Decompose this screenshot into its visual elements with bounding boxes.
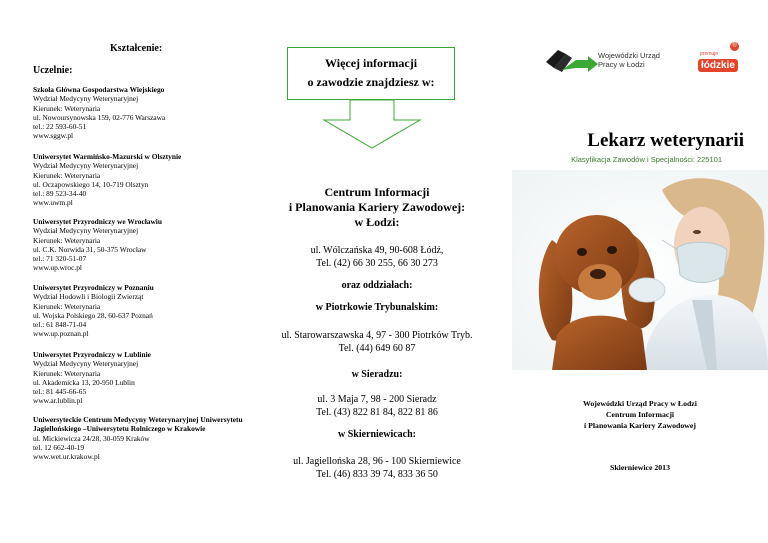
sieradz-heading: w Sieradzu: xyxy=(351,369,403,380)
office-footer-line: Wojewódzki Urząd Pracy w Łodzi xyxy=(583,399,697,408)
phone-line: Tel. (46) 833 39 74, 833 36 50 xyxy=(316,469,438,480)
wup-logo-text xyxy=(598,51,660,69)
university-line: Wydział Medycyny Weterynaryjnej xyxy=(33,226,139,236)
university-name: Szkoła Główna Gospodarstwa Wiejskiego xyxy=(33,85,165,94)
university-line: www.up.wroc.pl xyxy=(33,263,82,273)
university-name: Uniwersytet Przyrodniczy w Poznaniu xyxy=(33,283,154,292)
phone-line: Tel. (43) 822 81 84, 822 81 86 xyxy=(316,407,438,418)
phone-line: Tel. (42) 66 30 255, 66 30 273 xyxy=(316,258,438,269)
university-entry xyxy=(33,85,258,141)
university-line: Wydział Hodowli i Biologii Zwierząt xyxy=(33,292,144,302)
office-footer-line: Centrum Informacji xyxy=(605,410,675,419)
address-line: ul. Jagiellońska 28, 96 - 100 Skierniewice xyxy=(293,456,461,467)
lodzkie-logo: łódzkie xyxy=(698,59,738,72)
more-info-line2: o zawodzie znajdziesz w: xyxy=(307,75,435,89)
down-arrow-icon xyxy=(292,100,452,150)
university-entry xyxy=(33,350,258,406)
university-line: ul. C.K. Norwida 31, 50-375 Wrocław xyxy=(33,244,147,254)
lodzkie-promo-text: promuje xyxy=(700,51,719,57)
university-line: tel.: 61 848-71-04 xyxy=(33,320,87,330)
university-line: ul. Akademicka 13, 20-950 Lublin xyxy=(33,377,135,387)
university-line: Wydział Medycyny Weterynaryjnej xyxy=(33,359,139,369)
education-heading: Kształcenie: xyxy=(110,43,163,54)
university-line: www.up.poznan.pl xyxy=(33,329,89,339)
university-entry xyxy=(33,415,258,461)
address-line: ul. Wólczańska 49, 90-608 Łódź, xyxy=(310,245,444,256)
skierniewice-heading: w Skierniewicach: xyxy=(337,429,417,440)
university-line: tel.: 81 445-66-65 xyxy=(33,387,87,397)
classification-subtitle: Klasyfikacja Zawodów i Specjalności: 225101 xyxy=(571,155,722,164)
education-column xyxy=(30,0,255,543)
universities-heading: Uczelnie: xyxy=(33,65,73,76)
university-line: Wydział Medycyny Weterynaryjnej xyxy=(33,161,139,171)
lodz-address xyxy=(262,244,492,270)
contact-column xyxy=(262,0,512,543)
sieradz-address xyxy=(262,393,492,419)
university-name: Uniwersytet Warmińsko-Mazurski w Olsztynie xyxy=(33,152,182,161)
lodzkie-badge-icon: ® xyxy=(730,42,739,51)
phone-line: Tel. (44) 649 60 87 xyxy=(338,343,416,354)
career-center-title-line: Centrum Informacji xyxy=(324,185,430,199)
vet-with-dog-photo xyxy=(512,170,768,370)
career-center-title xyxy=(262,185,492,230)
university-line: tel.: 22 593-60-51 xyxy=(33,122,87,132)
university-line: tel.: 71 320-51-07 xyxy=(33,254,87,264)
piotrkow-heading: w Piotrkowie Trybunalskim: xyxy=(315,302,439,313)
office-footer-line: i Planowania Kariery Zawodowej xyxy=(584,421,696,430)
university-name: Uniwersytet Przyrodniczy we Wrocławiu xyxy=(33,217,162,226)
wup-logo-line: Pracy w Łodzi xyxy=(598,60,645,69)
wup-logo-line: Wojewódzki Urząd xyxy=(598,51,660,60)
branches-heading: oraz oddziałach: xyxy=(341,280,413,291)
university-entry xyxy=(33,283,258,339)
publication-date: Skierniewice 2013 xyxy=(610,463,670,472)
university-line: Wydział Medycyny Weterynaryjnej xyxy=(33,94,139,104)
university-line: Kierunek: Weterynaria xyxy=(33,301,101,311)
university-line: Kierunek: Weterynaria xyxy=(33,103,101,113)
university-line: ul. Mickiewicza 24/28, 30-059 Kraków xyxy=(33,433,150,443)
university-line: tel.: 89 523-34-40 xyxy=(33,189,87,199)
university-entry xyxy=(33,152,258,208)
university-line: www.uwm.pl xyxy=(33,198,73,208)
university-name: Uniwersyteckie Centrum Medycyny Weterynaryjnej Uniwersytetu Jagiellońskiego –Uniwersytetu Rolniczego w Krakowie xyxy=(33,415,243,434)
more-info-line1: Więcej informacji xyxy=(324,56,418,70)
university-line: ul. Wojska Polskiego 28, 60-637 Poznań xyxy=(33,310,153,320)
address-line: ul. 3 Maja 7, 98 - 200 Sieradz xyxy=(317,394,437,405)
university-line: Kierunek: Weterynaria xyxy=(33,235,101,245)
skierniewice-address xyxy=(262,455,492,481)
university-line: ul. Nowoursynowska 159, 02-776 Warszawa xyxy=(33,112,166,122)
university-line: Kierunek: Weterynaria xyxy=(33,368,101,378)
university-name: Uniwersytet Przyrodniczy w Lublinie xyxy=(33,350,151,359)
piotrkow-address xyxy=(262,329,492,355)
career-center-title-line: i Planowania Kariery Zawodowej: xyxy=(288,200,466,214)
university-line: www.wet.ur.krakow.pl xyxy=(33,452,100,462)
office-footer xyxy=(542,398,738,431)
university-line: Kierunek: Weterynaria xyxy=(33,170,101,180)
university-line: ul. Oczapowskiego 14, 10-719 Olsztyn xyxy=(33,179,149,189)
address-line: ul. Starowarszawska 4, 97 - 300 Piotrków Tryb. xyxy=(281,330,473,341)
university-line: www.sggw.pl xyxy=(33,131,74,141)
university-line: www.ar.lublin.pl xyxy=(33,396,83,406)
more-info-box xyxy=(287,47,455,100)
university-entry xyxy=(33,217,258,273)
profession-title: Lekarz weterynarii xyxy=(587,130,744,151)
cover-column xyxy=(512,0,768,543)
university-line: tel. 12 662-40-19 xyxy=(33,442,85,452)
career-center-title-line: w Łodzi: xyxy=(354,215,400,229)
